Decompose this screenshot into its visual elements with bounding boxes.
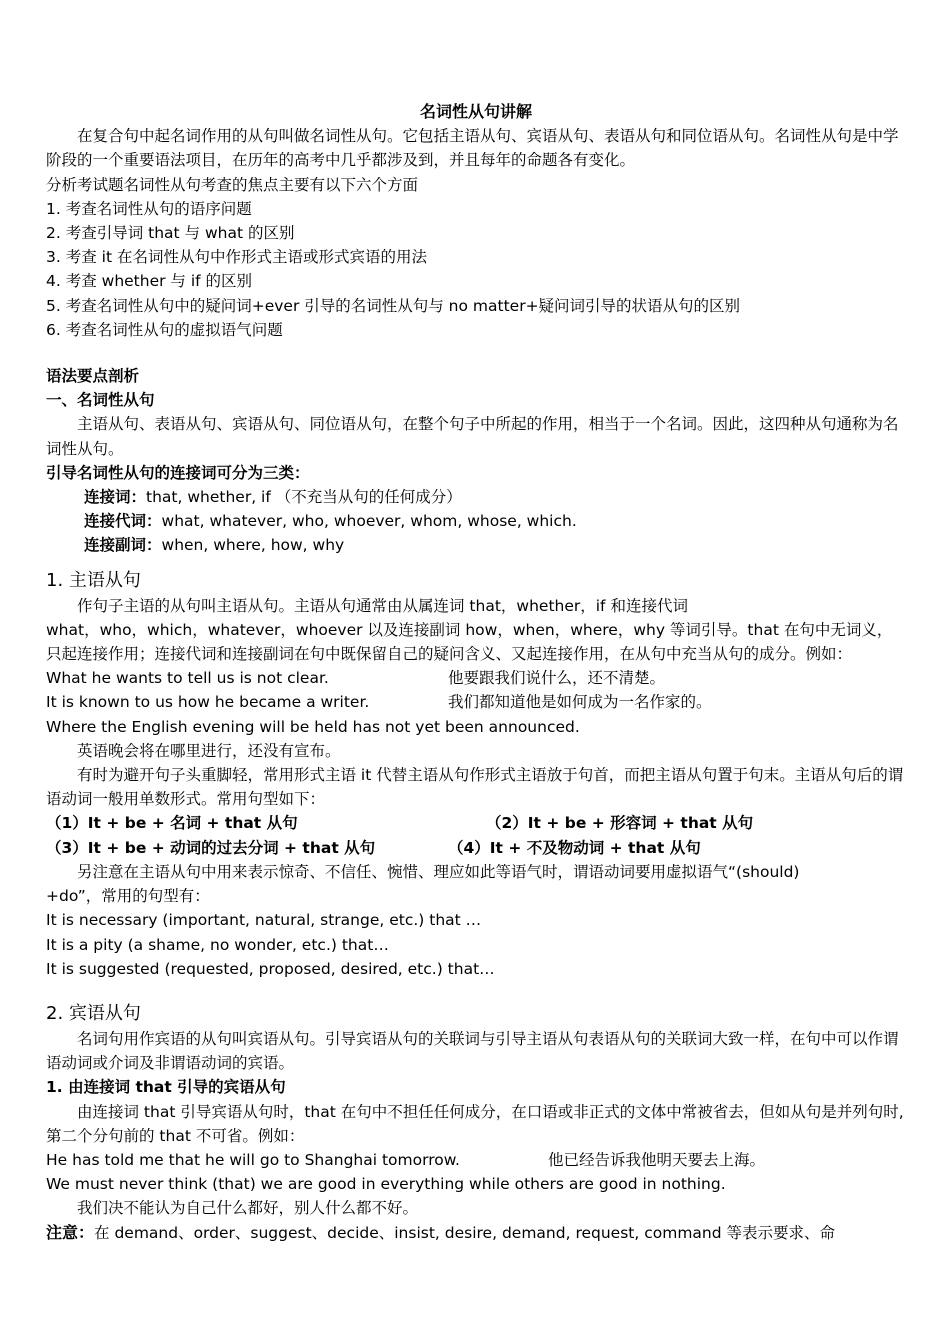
note-line <box>46 1221 906 1245</box>
document-title: 名词性从句讲解 <box>419 102 532 121</box>
example-row <box>46 666 906 690</box>
pattern-sentence: It is suggested (requested, proposed, desired, etc.) that… <box>46 959 495 978</box>
intro-paragraph: 在复合句中起名词作用的从句叫做名词性从句。它包括主语从句、宾语从句、表语从句和同位语从句。名词性从句是中学阶段的一个重要语法项目，在历年的高考中几乎都涉及到，并且每年的命题各有变化。 <box>46 127 899 170</box>
subject-paragraph: what，who，which，whatever，whoever 以及连接副词 how，when，where，why 等词引导。that 在句中无词义，只起连接作用；连接代词和连接副词在句中既保留自己的疑问含义、又起连接作用，在从句中充当从句的成分。例如： <box>46 620 893 664</box>
subject-paragraph: 有时为避开句子头重脚轻，常用形式主语 it 代替主语从句作形式主语放于句首，而把主语从句置于句末。主语从句后的谓语动词一般用单数形式。常用句型如下： <box>46 766 904 809</box>
connective-label: 连接代词： <box>84 512 162 531</box>
focus-list <box>46 197 906 342</box>
example-en: It is known to us how he became a writer. <box>46 693 370 712</box>
example-en: What he wants to tell us is not clear. <box>46 669 329 688</box>
note-text: 在 demand、order、suggest、decide、insist, desire, demand, request, command 等表示要求、命 <box>94 1223 836 1242</box>
subject-note-line: +do”，常用的句型有： <box>46 887 210 906</box>
connective-label: 连接副词： <box>84 536 162 555</box>
example-zh: 我们都知道他是如何成为一名作家的。 <box>448 693 712 712</box>
document-page <box>46 100 906 1245</box>
section-paragraph: 主语从句、表语从句、宾语从句、同位语从句，在整个句子中所起的作用，相当于一个名词。因此，这四种从句通称为名词性从句。 <box>46 415 899 458</box>
grammar-heading: 语法要点剖析 <box>46 367 140 386</box>
connective-row <box>46 485 906 509</box>
object-sub-paragraph: 由连接词 that 引导宾语从句时，that 在句中不担任任何成分，在口语或非正式的文体中常被省去，但如从句是并列句时,第二个分句前的 that 不可省。例如： <box>46 1102 904 1145</box>
connective-label: 连接词： <box>84 488 147 507</box>
example-zh: 英语晚会将在哪里进行，还没有宣布。 <box>77 741 341 760</box>
note-label: 注意： <box>46 1222 95 1242</box>
connectives-heading: 引导名词性从句的连接词可分为三类： <box>46 463 310 482</box>
pattern-item: （4）It + 不及物动词 + that 从句 <box>448 838 701 857</box>
object-paragraph: 名词句用作宾语的从句叫宾语从句。引导宾语从句的关联词与引导主语从句表语从句的关联词大致一样，在句中可以作谓语动词或介词及非谓语动词的宾语。 <box>46 1029 899 1073</box>
section-heading: 一、名词性从句 <box>46 391 155 410</box>
pattern-item: （1）It + be + 名词 + that 从句 <box>46 814 298 833</box>
pattern-sentence: It is necessary (important, natural, strange, etc.) that … <box>46 911 482 930</box>
example-zh: 他要跟我们说什么，还不清楚。 <box>448 669 666 688</box>
pattern-item: （3）It + be + 动词的过去分词 + that 从句 <box>46 838 376 857</box>
connective-row <box>46 509 906 533</box>
example-en: Where the English evening will be held has not yet been announced. <box>46 717 580 736</box>
object-sub-heading: 1. 由连接词 that 引导的宾语从句 <box>46 1078 286 1097</box>
example-en: We must never think (that) we are good in everything while others are good in nothing. <box>46 1175 726 1194</box>
focus-item: 4. 考查 whether 与 if 的区别 <box>46 272 253 291</box>
focus-item: 1. 考查名词性从句的语序问题 <box>46 199 252 218</box>
connective-row <box>46 533 906 557</box>
example-en: He has told me that he will go to Shanghai tomorrow. <box>46 1150 460 1169</box>
connective-text: when, where, how, why <box>161 536 345 555</box>
focus-item: 2. 考查引导词 that 与 what 的区别 <box>46 224 295 243</box>
focus-item: 6. 考查名词性从句的虚拟语气问题 <box>46 320 283 339</box>
pattern-row <box>46 836 906 860</box>
pattern-row <box>46 811 906 835</box>
subject-note-line: 另注意在主语从句中用来表示惊奇、不信任、惋惜、理应如此等语气时，谓语动词要用虚拟语气“(should) <box>77 862 800 881</box>
pattern-sentence: It is a pity (a shame, no wonder, etc.) that… <box>46 935 389 954</box>
example-row <box>46 1148 906 1172</box>
focus-item: 5. 考查名词性从句中的疑问词+ever 引导的名词性从句与 no matter+疑问词引导的状语从句的区别 <box>46 296 741 315</box>
spacer <box>46 342 906 364</box>
example-row <box>46 690 906 714</box>
subject-clause-heading: 1. 主语从句 <box>46 569 141 591</box>
example-zh: 我们决不能认为自己什么都好，别人什么都不好。 <box>77 1199 419 1218</box>
example-zh: 他已经告诉我他明天要去上海。 <box>548 1150 766 1169</box>
focus-item: 3. 考查 it 在名词性从句中作形式主语或形式宾语的用法 <box>46 248 427 267</box>
pattern-item: （2）It + be + 形容词 + that 从句 <box>486 814 754 833</box>
connective-text: that, whether, if （不充当从句的任何成分） <box>146 488 462 507</box>
intro-focus-line: 分析考试题名词性从句考查的焦点主要有以下六个方面 <box>46 175 419 194</box>
object-clause-heading: 2. 宾语从句 <box>46 1002 141 1024</box>
connective-text: what, whatever, who, whoever, whom, whose, which. <box>161 512 577 531</box>
subject-paragraph-line: 作句子主语的从句叫主语从句。主语从句通常由从属连词 that，whether，if 和连接代词 <box>77 596 688 615</box>
